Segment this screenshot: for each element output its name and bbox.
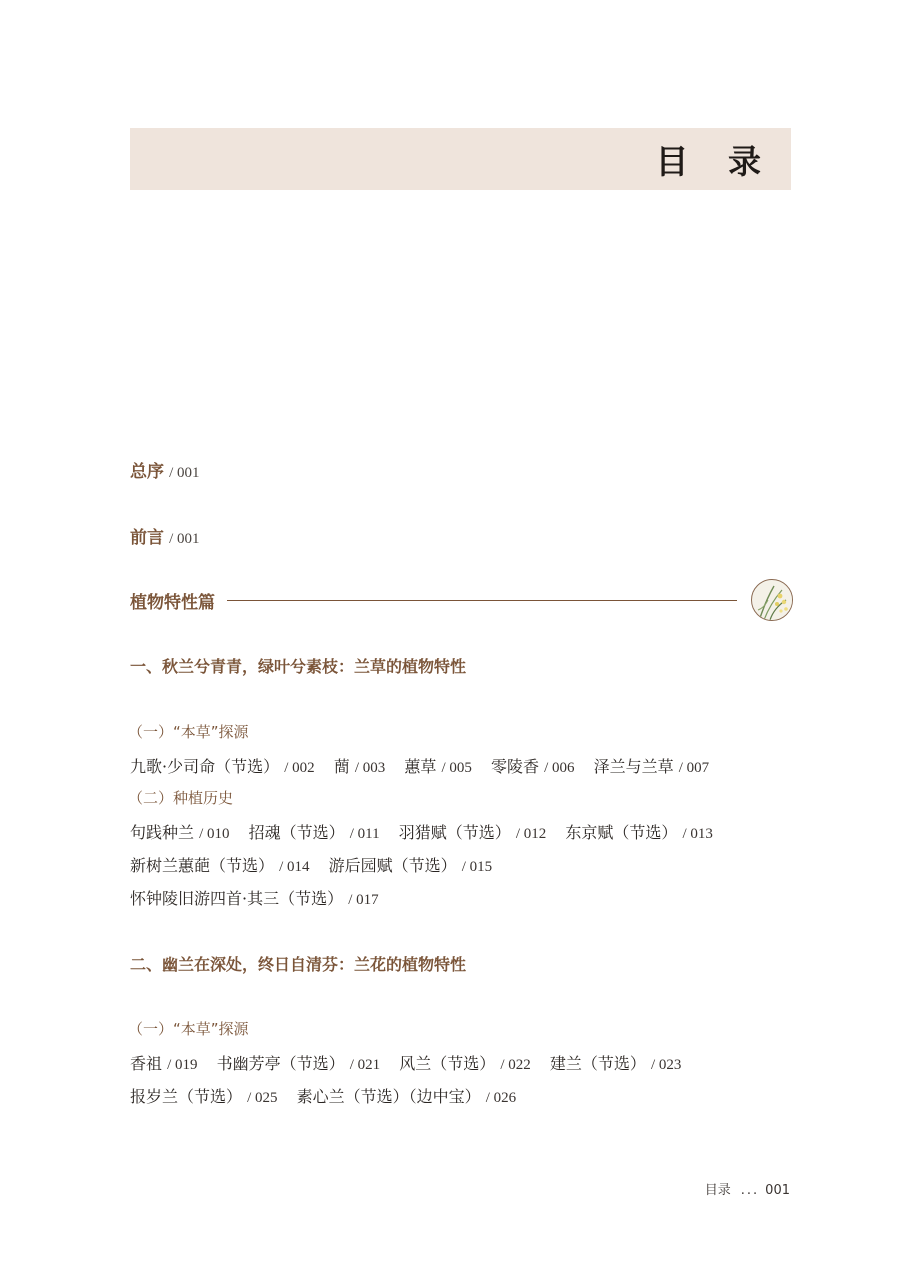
divider-rule bbox=[227, 600, 737, 601]
toc-item[interactable]: 东京赋（节选） / 013 bbox=[565, 823, 713, 842]
page-number: 001 bbox=[765, 1183, 790, 1198]
chapter-title[interactable]: 一、秋兰兮青青，绿叶兮素枝：兰草的植物特性 bbox=[130, 657, 467, 676]
toc-item[interactable]: 零陵香 / 006 bbox=[490, 757, 575, 776]
toc-item[interactable]: 句践种兰 / 010 bbox=[130, 823, 230, 842]
orchid-medallion-icon bbox=[751, 579, 793, 621]
part-title[interactable]: 植物特性篇 bbox=[130, 592, 215, 613]
part-heading bbox=[130, 578, 793, 622]
toc-entry-page: / 001 bbox=[169, 531, 200, 547]
footer-dots: ... bbox=[740, 1183, 760, 1198]
page-title: 目 录 bbox=[655, 141, 775, 181]
toc-item[interactable]: 报岁兰（节选） / 025 bbox=[130, 1087, 278, 1106]
toc-item[interactable]: 素心兰（节选）（边中宝） / 026 bbox=[296, 1087, 517, 1106]
subsection-heading: （二）种植历史 bbox=[128, 789, 234, 807]
toc-entry-preface-general[interactable] bbox=[130, 457, 200, 482]
toc-line bbox=[130, 886, 379, 909]
footer-label: 目录 bbox=[704, 1183, 731, 1198]
page-footer bbox=[705, 1179, 790, 1198]
toc-line bbox=[130, 853, 492, 876]
toc-item[interactable]: 游后园赋（节选） / 015 bbox=[328, 856, 493, 875]
toc-entry-label: 总序 bbox=[130, 462, 164, 482]
toc-item[interactable]: 建兰（节选） / 023 bbox=[549, 1054, 682, 1073]
toc-line bbox=[130, 820, 713, 843]
toc-item[interactable]: 怀钟陵旧游四首·其三（节选） / 017 bbox=[130, 889, 379, 908]
toc-entry-foreword[interactable] bbox=[130, 523, 200, 548]
toc-item[interactable]: 招魂（节选） / 011 bbox=[248, 823, 380, 842]
toc-item[interactable]: 书幽芳亭（节选） / 021 bbox=[216, 1054, 381, 1073]
toc-item[interactable]: 泽兰与兰草 / 007 bbox=[593, 757, 710, 776]
subsection-heading: （一）“本草”探源 bbox=[128, 723, 249, 741]
toc-item[interactable]: 新树兰蕙葩（节选） / 014 bbox=[130, 856, 310, 875]
subsection-heading: （一）“本草”探源 bbox=[128, 1020, 249, 1038]
toc-entry-label: 前言 bbox=[130, 528, 164, 548]
toc-item[interactable]: 羽猎赋（节选） / 012 bbox=[398, 823, 547, 842]
toc-item[interactable]: 九歌·少司命（节选） / 002 bbox=[130, 757, 315, 776]
toc-item[interactable]: 香祖 / 019 bbox=[130, 1054, 198, 1073]
title-band bbox=[130, 128, 791, 190]
chapter-title[interactable]: 二、幽兰在深处，终日自清芬：兰花的植物特性 bbox=[130, 955, 467, 974]
toc-line bbox=[130, 1051, 681, 1074]
toc-line bbox=[130, 754, 709, 777]
toc-entry-page: / 001 bbox=[169, 465, 200, 481]
toc-item[interactable]: 风兰（节选） / 022 bbox=[399, 1054, 531, 1073]
toc-item[interactable]: 蕳 / 003 bbox=[333, 757, 386, 776]
toc-line bbox=[130, 1084, 516, 1107]
toc-item[interactable]: 蕙草 / 005 bbox=[404, 757, 472, 776]
